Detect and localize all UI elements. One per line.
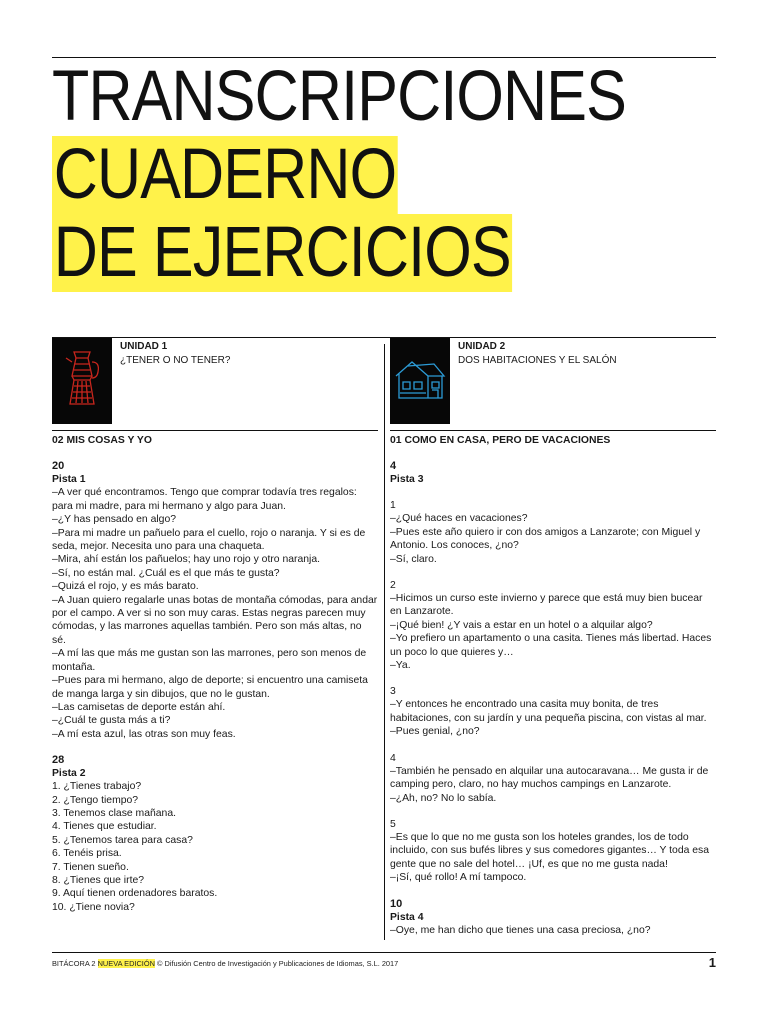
transcript-line: –¡Sí, qué rollo! A mí tampoco.	[390, 872, 527, 884]
transcript-line: 9. Aquí tienen ordenadores baratos.	[52, 888, 218, 900]
transcript-line: –También he pensado en alquilar una autocaravana… Me gusta ir de camping pero, claro, no hay muchos campings en Lanzarote.	[390, 765, 709, 791]
dialogue-number: 4	[390, 752, 396, 764]
transcript-line: 3. Tenemos clase mañana.	[52, 807, 176, 819]
transcript-line: 8. ¿Tienes que irte?	[52, 874, 145, 886]
unit-2-image	[390, 338, 450, 424]
track-label: Pista 4	[390, 911, 424, 923]
track-label: Pista 3	[390, 474, 424, 486]
page-title	[52, 58, 719, 292]
transcript-line: 7. Tienen sueño.	[52, 861, 129, 873]
transcript-line: –¿Ah, no? No lo sabía.	[390, 792, 497, 804]
transcript-line: –Las camisetas de deporte están ahí.	[52, 701, 226, 713]
title-line-3: DE EJERCICIOS	[53, 213, 511, 292]
dialogue-number: 3	[390, 686, 396, 698]
footer-rule	[52, 952, 716, 953]
track-label: Pista 2	[52, 768, 86, 780]
unit-1-label: UNIDAD 1	[120, 341, 168, 352]
transcript-line: 6. Tenéis prisa.	[52, 848, 122, 860]
transcript-line: –¿Qué haces en vacaciones?	[390, 513, 528, 525]
coffee-pot-icon	[62, 348, 102, 414]
transcript-line: –¡Qué bien! ¿Y vais a estar en un hotel o a alquilar algo?	[390, 619, 653, 631]
transcript-line: 5. ¿Tenemos tarea para casa?	[52, 834, 193, 846]
section-title-left: 02 MIS COSAS Y YO	[52, 435, 152, 446]
transcript-line: 1. ¿Tienes trabajo?	[52, 781, 142, 793]
transcript-line: –A mí esta azul, las otras son muy feas.	[52, 728, 236, 740]
transcript-line: 2. ¿Tengo tiempo?	[52, 794, 139, 806]
transcript-line: –A mí las que más me gustan son las marrones, pero son menos de montaña.	[52, 648, 367, 673]
exercise-number: 28	[52, 754, 65, 767]
unit-1-header	[52, 338, 378, 426]
left-column	[52, 338, 378, 914]
title-line-2: CUADERNO	[53, 135, 397, 214]
dialogue-number: 1	[390, 500, 396, 512]
transcript-line: –Hicimos un curso este invierno y parece que está muy bien bucear en Lanzarote.	[390, 593, 703, 618]
transcript-line: –Y entonces he encontrado una casita muy bonita, de tres habitaciones, con su jardín y una pequeña piscina, con vistas al mar.	[390, 699, 707, 724]
unit-2-header	[390, 338, 716, 426]
footer-credit	[52, 959, 716, 968]
column-divider	[384, 344, 385, 940]
track-label: Pista 1	[52, 474, 86, 486]
dialogue-number: 5	[390, 818, 396, 830]
unit-2-title: DOS HABITACIONES Y EL SALÓN	[458, 355, 617, 367]
exercise-number: 10	[390, 897, 403, 910]
section-title-right: 01 COMO EN CASA, PERO DE VACACIONES	[390, 435, 611, 446]
page-number: 1	[708, 955, 716, 970]
transcript-line: –A Juan quiero regalarle unas botas de montaña cómodas, para andar por el campo. A ver si no son muy caras. Estas negras parecen muy cómodas, y las marrones aquellas también. Pero son más altas, no sé.	[52, 594, 378, 646]
title-line-1: TRANSCRIPCIONES	[52, 57, 627, 136]
transcript-line: –Es que lo que no me gusta son los hoteles grandes, los de todo incluido, con sus bufés libres y sus comedores gigantes… Y toda esa gente que no sale del hotel… ¡Uf, es que no me gusta nada!	[390, 831, 710, 870]
house-icon	[394, 356, 446, 406]
dialogue-number: 2	[390, 580, 396, 592]
transcript-line: –Yo prefiero un apartamento o una casita. Tienes más libertad. Haces un poco lo que quieres y…	[390, 633, 712, 658]
transcript-line: –A ver qué encontramos. Tengo que comprar todavía tres regalos: para mi madre, para mi hermano y algo para Juan.	[52, 487, 357, 512]
transcript-line: –¿Cuál te gusta más a ti?	[52, 715, 171, 727]
transcript-line: –Oye, me han dicho que tienes una casa preciosa, ¿no?	[390, 924, 651, 936]
footer-edition: NUEVA EDICIÓN	[97, 959, 155, 968]
footer-copyright: © Difusión Centro de Investigación y Publicaciones de Idiomas, S.L. 2017	[154, 959, 399, 968]
transcript-line: 10. ¿Tiene novia?	[52, 901, 135, 913]
transcript-line: –Mira, ahí están los pañuelos; hay uno rojo y otro naranja.	[52, 554, 321, 566]
transcript-line: –Para mi madre un pañuelo para el cuello, rojo o naranja. Y si es de seda, mejor. Necesita uno para una chaqueta.	[52, 527, 366, 553]
footer-prefix: BITÁCORA 2	[52, 959, 98, 968]
unit-1-image	[52, 338, 112, 424]
transcript-line: –Pues para mi hermano, algo de deporte; si encuentro una camiseta de manga larga y sin dibujos, que no le gustan.	[52, 675, 368, 700]
right-column	[390, 338, 716, 937]
exercise-number: 20	[52, 460, 65, 473]
unit-1-title: ¿TENER O NO TENER?	[120, 355, 231, 367]
transcript-line: –Pues genial, ¿no?	[390, 726, 480, 738]
transcript-line: –Quizá el rojo, y es más barato.	[52, 581, 199, 593]
transcript-line: –Sí, claro.	[390, 553, 437, 565]
exercise-number: 4	[390, 460, 397, 473]
unit-2-label: UNIDAD 2	[458, 341, 506, 352]
section-rule	[390, 430, 716, 431]
section-rule	[52, 430, 378, 431]
transcript-line: –¿Y has pensado en algo?	[52, 514, 177, 526]
transcript-line: –Ya.	[390, 660, 411, 672]
transcript-line: –Pues este año quiero ir con dos amigos a Lanzarote; con Miguel y Antonio. Los conoces, ¿no?	[390, 526, 701, 552]
transcript-line: 4. Tienes que estudiar.	[52, 821, 157, 833]
transcript-line: –Sí, no están mal. ¿Cuál es el que más te gusta?	[52, 567, 280, 579]
